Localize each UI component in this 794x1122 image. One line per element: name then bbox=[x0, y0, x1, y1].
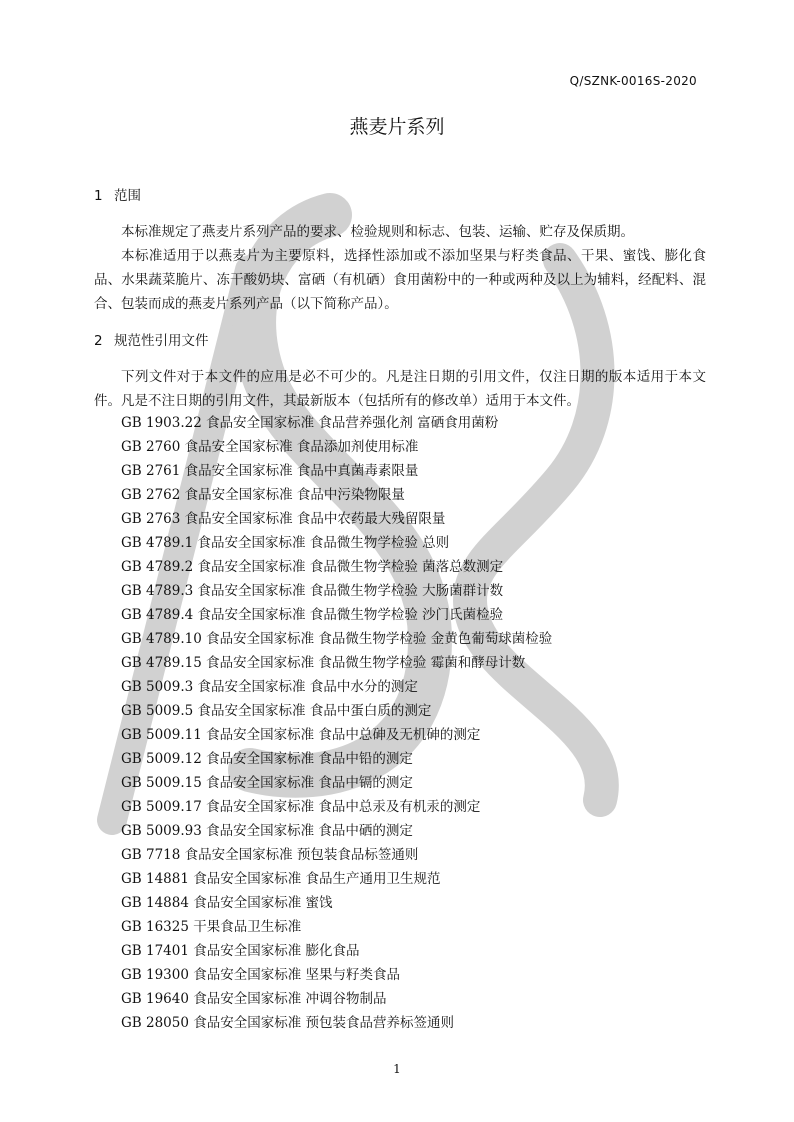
reference-item: GB 4789.2 食品安全国家标准 食品微生物学检验 菌落总数测定 bbox=[121, 559, 504, 575]
section-title: 范围 bbox=[114, 188, 141, 204]
reference-item: GB 4789.15 食品安全国家标准 食品微生物学检验 霉菌和酵母计数 bbox=[121, 655, 526, 671]
reference-item: GB 5009.5 食品安全国家标准 食品中蛋白质的测定 bbox=[121, 703, 432, 719]
section-1-paragraph-2: 本标准适用于以燕麦片为主要原料，选择性添加或不添加坚果与籽类食品、干果、蜜饯、膨化食品、水果蔬菜脆片、冻干酸奶块、富硒（有机硒）食用菌粉中的一种或两种及以上为辅料，经配料、混合、包装而成的燕麦片系列产品（以下简称产品）。 bbox=[94, 248, 706, 312]
reference-item: GB 19640 食品安全国家标准 冲调谷物制品 bbox=[121, 991, 387, 1007]
section-1-paragraph-1: 本标准规定了燕麦片系列产品的要求、检验规则和标志、包装、运输、贮存及保质期。 bbox=[121, 224, 634, 240]
reference-item: GB 17401 食品安全国家标准 膨化食品 bbox=[121, 943, 360, 959]
reference-item: GB 7718 食品安全国家标准 预包装食品标签通则 bbox=[121, 847, 419, 863]
reference-item: GB 5009.17 食品安全国家标准 食品中总汞及有机汞的测定 bbox=[121, 799, 481, 815]
reference-item: GB 4789.10 食品安全国家标准 食品微生物学检验 金黄色葡萄球菌检验 bbox=[121, 631, 553, 647]
reference-item: GB 5009.3 食品安全国家标准 食品中水分的测定 bbox=[121, 679, 418, 695]
reference-item: GB 19300 食品安全国家标准 坚果与籽类食品 bbox=[121, 967, 401, 983]
reference-item: GB 2761 食品安全国家标准 食品中真菌毒素限量 bbox=[121, 463, 419, 479]
reference-item: GB 14881 食品安全国家标准 食品生产通用卫生规范 bbox=[121, 871, 441, 887]
document-title: 燕麦片系列 bbox=[349, 116, 445, 138]
reference-item: GB 2763 食品安全国家标准 食品中农药最大残留限量 bbox=[121, 511, 446, 527]
reference-item: GB 5009.93 食品安全国家标准 食品中硒的测定 bbox=[121, 823, 413, 839]
reference-item: GB 28050 食品安全国家标准 预包装食品营养标签通则 bbox=[121, 1015, 455, 1031]
reference-item: GB 4789.4 食品安全国家标准 食品微生物学检验 沙门氏菌检验 bbox=[121, 607, 504, 623]
reference-list bbox=[121, 411, 552, 1035]
reference-item: GB 5009.11 食品安全国家标准 食品中总砷及无机砷的测定 bbox=[121, 727, 481, 743]
document-code: Q/SZNK-0016S-2020 bbox=[569, 74, 697, 88]
page-number: 1 bbox=[393, 1062, 401, 1076]
section-1-heading bbox=[94, 184, 141, 204]
section-title: 规范性引用文件 bbox=[114, 333, 209, 349]
section-number: 2 bbox=[94, 333, 103, 349]
reference-item: GB 1903.22 食品安全国家标准 食品营养强化剂 富硒食用菌粉 bbox=[121, 415, 499, 431]
reference-item: GB 2760 食品安全国家标准 食品添加剂使用标准 bbox=[121, 439, 419, 455]
reference-item: GB 5009.12 食品安全国家标准 食品中铅的测定 bbox=[121, 751, 413, 767]
reference-item: GB 2762 食品安全国家标准 食品中污染物限量 bbox=[121, 487, 405, 503]
section-2-paragraph-1: 下列文件对于本文件的应用是必不可少的。凡是注日期的引用文件，仅注日期的版本适用于本文件。凡是不注日期的引用文件，其最新版本（包括所有的修改单）适用于本文件。 bbox=[94, 369, 706, 409]
reference-item: GB 14884 食品安全国家标准 蜜饯 bbox=[121, 895, 333, 911]
section-2-heading bbox=[94, 329, 209, 349]
reference-item: GB 4789.3 食品安全国家标准 食品微生物学检验 大肠菌群计数 bbox=[121, 583, 504, 599]
section-number: 1 bbox=[94, 188, 103, 204]
reference-item: GB 4789.1 食品安全国家标准 食品微生物学检验 总则 bbox=[121, 535, 450, 551]
reference-item: GB 16325 干果食品卫生标准 bbox=[121, 919, 302, 935]
reference-item: GB 5009.15 食品安全国家标准 食品中镉的测定 bbox=[121, 775, 413, 791]
